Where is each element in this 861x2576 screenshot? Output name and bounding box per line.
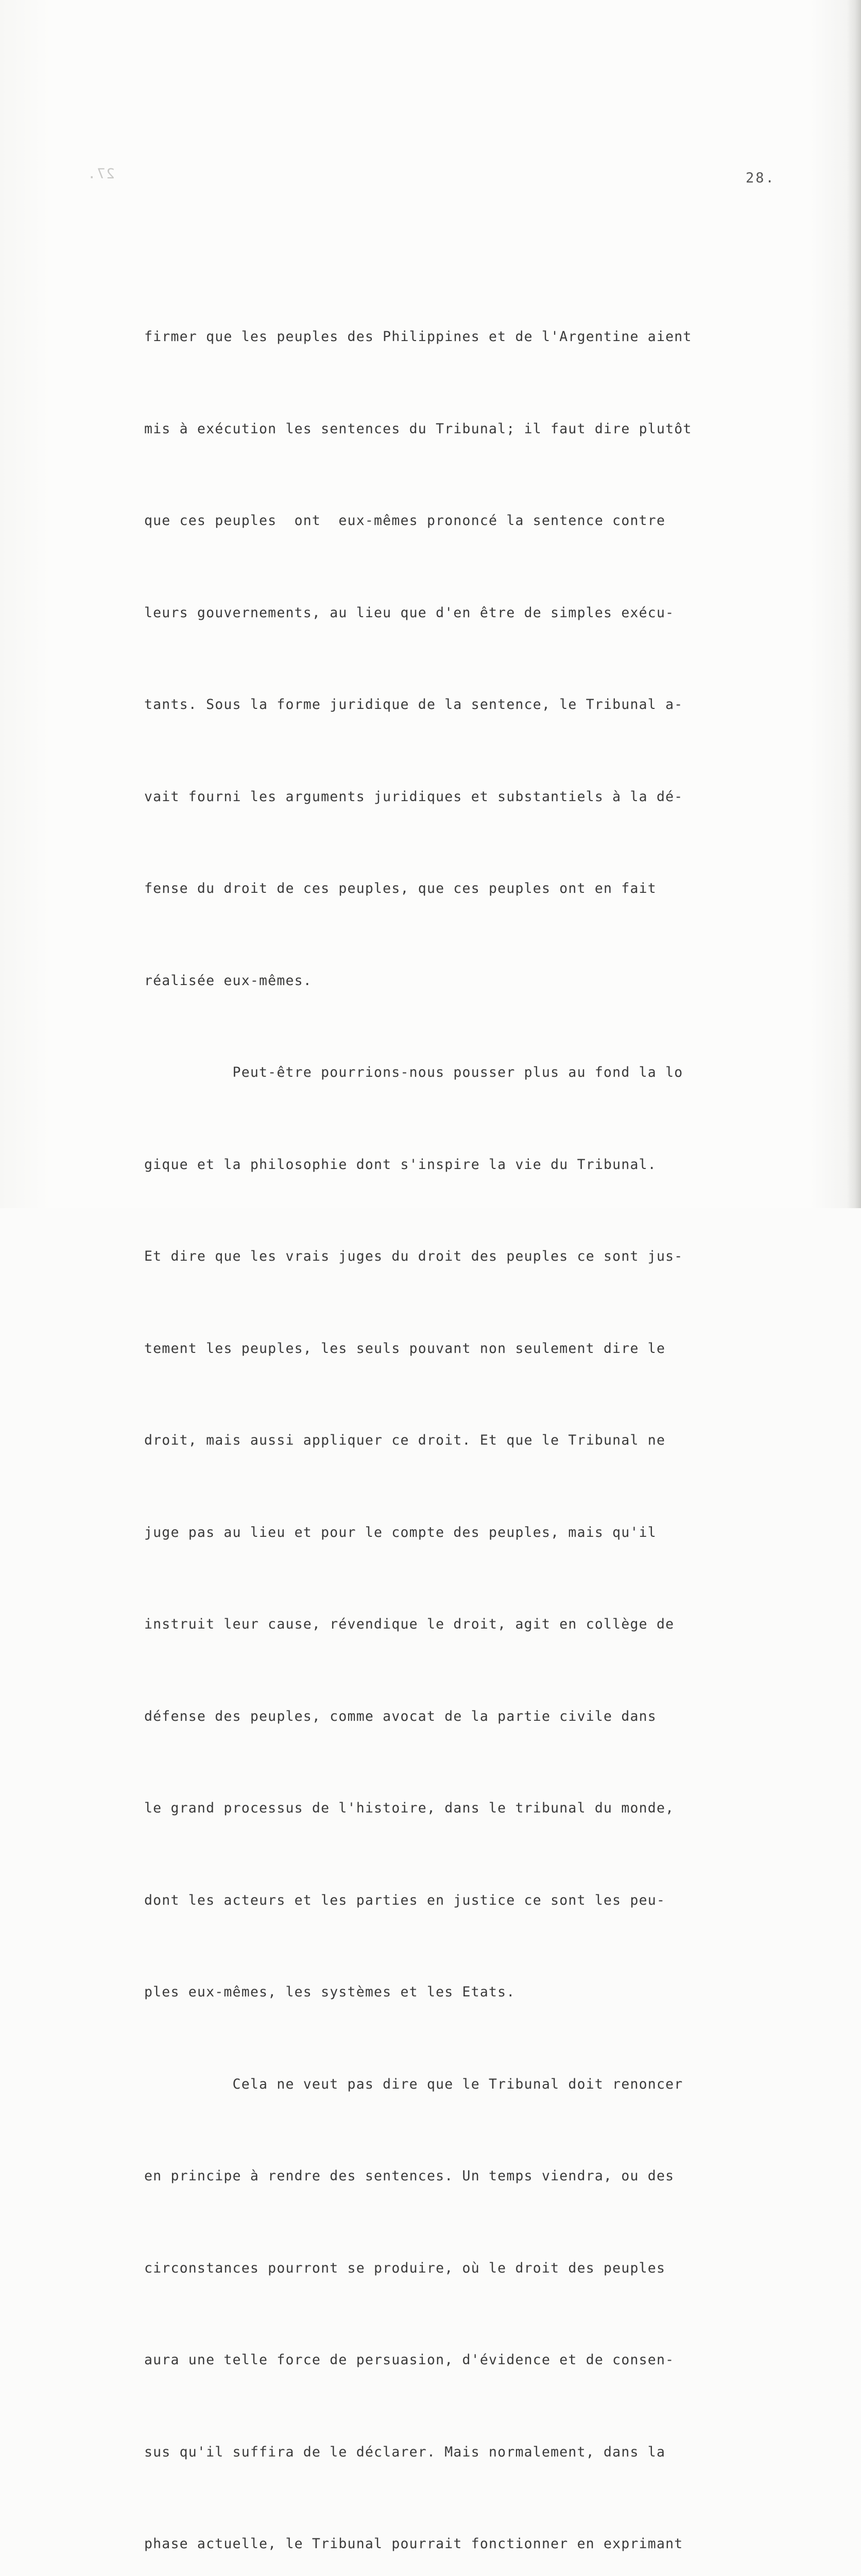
text-line: firmer que les peuples des Philippines et de l'Argentine aient bbox=[144, 329, 692, 345]
text-line: Peut-être pourrions-nous pousser plus au fond la lo bbox=[144, 1064, 683, 1080]
text-line: mis à exécution les sentences du Tribunal; il faut dire plutôt bbox=[144, 420, 692, 437]
paper-edge-shadow bbox=[847, 0, 861, 1208]
text-line: juge pas au lieu et pour le compte des peuples, mais qu'il bbox=[144, 1524, 657, 1540]
text-line: fense du droit de ces peuples, que ces peuples ont en fait bbox=[144, 880, 657, 896]
text-line: Et dire que les vrais juges du droit des peuples ce sont jus- bbox=[144, 1248, 683, 1264]
text-line: tement les peuples, les seuls pouvant non seulement dire le bbox=[144, 1340, 666, 1357]
text-line: le grand processus de l'histoire, dans le tribunal du monde, bbox=[144, 1800, 675, 1816]
body-text bbox=[144, 260, 783, 2576]
bleed-through-page-number: 27. bbox=[87, 166, 115, 182]
text-line: ples eux-mêmes, les systèmes et les Etats. bbox=[144, 1984, 515, 2000]
text-line: réalisée eux-mêmes. bbox=[144, 972, 312, 989]
text-line: phase actuelle, le Tribunal pourrait fonctionner en exprimant bbox=[144, 2536, 683, 2552]
text-line: circonstances pourront se produire, où le droit des peuples bbox=[144, 2260, 666, 2276]
text-line: leurs gouvernements, au lieu que d'en être de simples exécu- bbox=[144, 604, 675, 621]
text-line: Cela ne veut pas dire que le Tribunal doit renoncer bbox=[144, 2076, 683, 2092]
text-line: défense des peuples, comme avocat de la partie civile dans bbox=[144, 1708, 657, 1724]
text-line: dont les acteurs et les parties en justice ce sont les peu- bbox=[144, 1892, 666, 1908]
text-line: droit, mais aussi appliquer ce droit. Et que le Tribunal ne bbox=[144, 1432, 666, 1448]
text-line: que ces peuples ont eux-mêmes prononcé la sentence contre bbox=[144, 513, 666, 529]
text-line: aura une telle force de persuasion, d'évidence et de consen- bbox=[144, 2352, 675, 2368]
text-line: gique et la philosophie dont s'inspire la vie du Tribunal. bbox=[144, 1156, 657, 1173]
page-number: 28. bbox=[746, 170, 776, 186]
text-line: vait fourni les arguments juridiques et substantiels à la dé- bbox=[144, 788, 683, 805]
text-line: en principe à rendre des sentences. Un temps viendra, ou des bbox=[144, 2168, 675, 2184]
text-line: sus qu'il suffira de le déclarer. Mais normalement, dans la bbox=[144, 2444, 666, 2460]
text-line: tants. Sous la forme juridique de la sentence, le Tribunal a- bbox=[144, 697, 683, 713]
text-line: instruit leur cause, révendique le droit, agit en collège de bbox=[144, 1616, 675, 1632]
